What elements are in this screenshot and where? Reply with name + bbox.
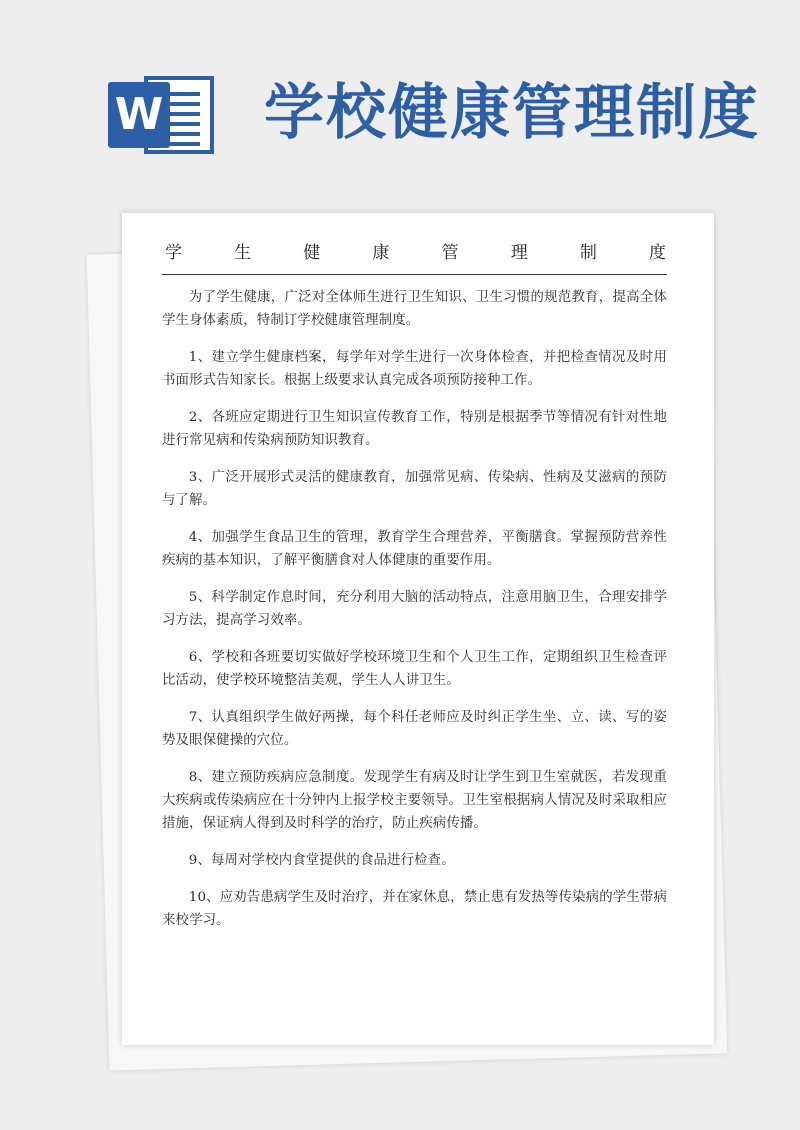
intro-paragraph: 为了学生健康，广泛对全体师生进行卫生知识、卫生习惯的规范教育，提高全体学生身体素质，特制订学校健康管理制度。 bbox=[162, 290, 667, 328]
rule-paragraph: 10、应劝告患病学生及时治疗，并在家休息，禁止患有发热等传染病的学生带病来校学习。 bbox=[162, 890, 667, 928]
rule-paragraph: 8、建立预防疾病应急制度。发现学生有病及时让学生到卫生室就医，若发现重大疾病或传染病应在十分钟内上报学校主要领导。卫生室根据病人情况及时采取相应措施，保证病人得到及时科学的治疗，防止疾病传播。 bbox=[162, 770, 667, 831]
word-letter-badge: W bbox=[108, 82, 170, 148]
rule-paragraph: 7、认真组织学生做好两操，每个科任老师应及时纠正学生坐、立、读、写的姿势及眼保健操的穴位。 bbox=[162, 710, 667, 748]
rule-paragraph: 9、每周对学校内食堂提供的食品进行检查。 bbox=[188, 853, 455, 868]
document-title-char: 理 bbox=[510, 243, 528, 263]
document-title-char: 制 bbox=[579, 243, 597, 263]
rule-paragraph: 3、广泛开展形式灵活的健康教育，加强常见病、传染病、性病及艾滋病的预防与了解。 bbox=[162, 470, 667, 508]
document-title bbox=[165, 241, 666, 265]
banner bbox=[0, 0, 800, 210]
banner-title: 学校健康管理制度 bbox=[264, 78, 760, 148]
rule-paragraph: 6、学校和各班要切实做好学校环境卫生和个人卫生工作，定期组织卫生检查评比活动，使学校环境整洁美观，学生人人讲卫生。 bbox=[162, 650, 667, 688]
document-body bbox=[162, 286, 667, 946]
document-title-char: 康 bbox=[372, 243, 390, 263]
document-title-char: 健 bbox=[303, 243, 321, 263]
document-title-char: 生 bbox=[234, 243, 252, 263]
document-page bbox=[122, 213, 714, 1045]
rule-paragraph: 5、科学制定作息时间，充分利用大脑的活动特点，注意用脑卫生，合理安排学习方法，提高学习效率。 bbox=[162, 590, 667, 628]
rule-paragraph: 4、加强学生食品卫生的管理，教育学生合理营养，平衡膳食。掌握预防营养性疾病的基本知识，了解平衡膳食对人体健康的重要作用。 bbox=[162, 530, 667, 568]
document-title-char: 管 bbox=[441, 243, 459, 263]
document-title-char: 学 bbox=[165, 243, 182, 263]
rule-paragraph: 1、建立学生健康档案，每学年对学生进行一次身体检查，并把检查情况及时用书面形式告知家长。根据上级要求认真完成各项预防接种工作。 bbox=[162, 350, 667, 388]
word-document-icon bbox=[108, 76, 214, 154]
document-title-char: 度 bbox=[648, 243, 666, 263]
title-underline bbox=[162, 274, 667, 275]
rule-paragraph: 2、各班应定期进行卫生知识宣传教育工作，特别是根据季节等情况有针对性地进行常见病和传染病预防知识教育。 bbox=[162, 410, 667, 448]
